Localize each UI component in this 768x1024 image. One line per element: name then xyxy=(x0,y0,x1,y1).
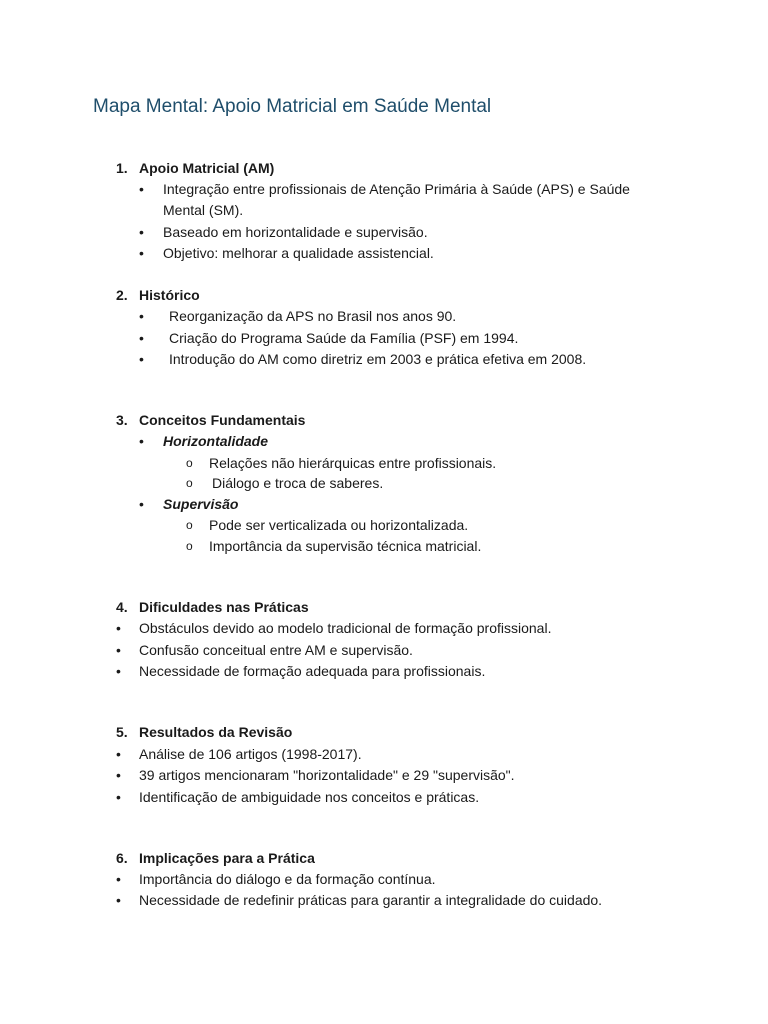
list-item: Introdução do AM como diretriz em 2003 e prática efetiva em 2008. xyxy=(169,351,587,367)
section-heading-1 xyxy=(116,158,274,178)
list-item: Necessidade de redefinir práticas para garantir a integralidade do cuidado. xyxy=(139,892,603,908)
bullet-icon: • xyxy=(139,308,144,324)
bullet-icon: • xyxy=(116,871,121,887)
bullet-icon: • xyxy=(139,245,144,261)
section-heading-2 xyxy=(116,285,200,305)
bullet-icon: • xyxy=(116,620,121,636)
section-number: 5. xyxy=(116,724,128,740)
list-item: Análise de 106 artigos (1998-2017). xyxy=(139,746,362,762)
list-item: 39 artigos mencionaram "horizontalidade" e 29 "supervisão". xyxy=(139,767,515,783)
section-heading-5 xyxy=(116,722,292,742)
list-item: Necessidade de formação adequada para profissionais. xyxy=(139,663,486,679)
list-item: Importância do diálogo e da formação contínua. xyxy=(139,871,436,887)
section-number: 6. xyxy=(116,850,128,866)
list-item-continuation: Mental (SM). xyxy=(163,202,244,218)
list-item: Criação do Programa Saúde da Família (PSF) em 1994. xyxy=(169,330,519,346)
section-title: Dificuldades nas Práticas xyxy=(139,599,309,615)
section-number: 2. xyxy=(116,287,128,303)
section-number: 4. xyxy=(116,599,128,615)
sub-list-item: Importância da supervisão técnica matricial. xyxy=(209,538,482,554)
concept-name: Supervisão xyxy=(163,496,239,512)
bullet-icon: • xyxy=(116,789,121,805)
bullet-icon: • xyxy=(116,767,121,783)
list-item: Objetivo: melhorar a qualidade assistencial. xyxy=(163,245,434,261)
sub-list-item: Diálogo e troca de saberes. xyxy=(212,475,384,491)
section-title: Histórico xyxy=(139,287,200,303)
list-item: Obstáculos devido ao modelo tradicional de formação profissional. xyxy=(139,620,552,636)
list-item: Reorganização da APS no Brasil nos anos 90. xyxy=(169,308,457,324)
bullet-icon: • xyxy=(139,224,144,240)
section-title: Conceitos Fundamentais xyxy=(139,412,306,428)
bullet-icon: • xyxy=(139,496,144,512)
sub-bullet-icon: o xyxy=(186,476,193,490)
concept-name: Horizontalidade xyxy=(163,433,269,449)
bullet-icon: • xyxy=(139,433,144,449)
bullet-icon: • xyxy=(116,746,121,762)
sub-list-item: Pode ser verticalizada ou horizontalizada. xyxy=(209,517,469,533)
section-heading-6 xyxy=(116,848,315,868)
list-item: Baseado em horizontalidade e supervisão. xyxy=(163,224,428,240)
list-item: Integração entre profissionais de Atenção Primária à Saúde (APS) e Saúde xyxy=(163,181,630,197)
list-item: Confusão conceitual entre AM e supervisão. xyxy=(139,642,413,658)
bullet-icon: • xyxy=(139,351,144,367)
section-title: Apoio Matricial (AM) xyxy=(139,160,275,176)
sub-bullet-icon: o xyxy=(186,456,193,470)
sub-list-item: Relações não hierárquicas entre profissionais. xyxy=(209,455,497,471)
section-title: Resultados da Revisão xyxy=(139,724,293,740)
bullet-icon: • xyxy=(116,892,121,908)
section-heading-3 xyxy=(116,410,305,430)
section-heading-4 xyxy=(116,597,309,617)
document-title: Mapa Mental: Apoio Matricial em Saúde Mental xyxy=(93,96,492,117)
bullet-icon: • xyxy=(116,642,121,658)
bullet-icon: • xyxy=(116,663,121,679)
sub-bullet-icon: o xyxy=(186,539,193,553)
bullet-icon: • xyxy=(139,181,144,197)
list-item: Identificação de ambiguidade nos conceitos e práticas. xyxy=(139,789,480,805)
section-number: 1. xyxy=(116,160,128,176)
section-title: Implicações para a Prática xyxy=(139,850,315,866)
bullet-icon: • xyxy=(139,330,144,346)
sub-bullet-icon: o xyxy=(186,518,193,532)
section-number: 3. xyxy=(116,412,128,428)
